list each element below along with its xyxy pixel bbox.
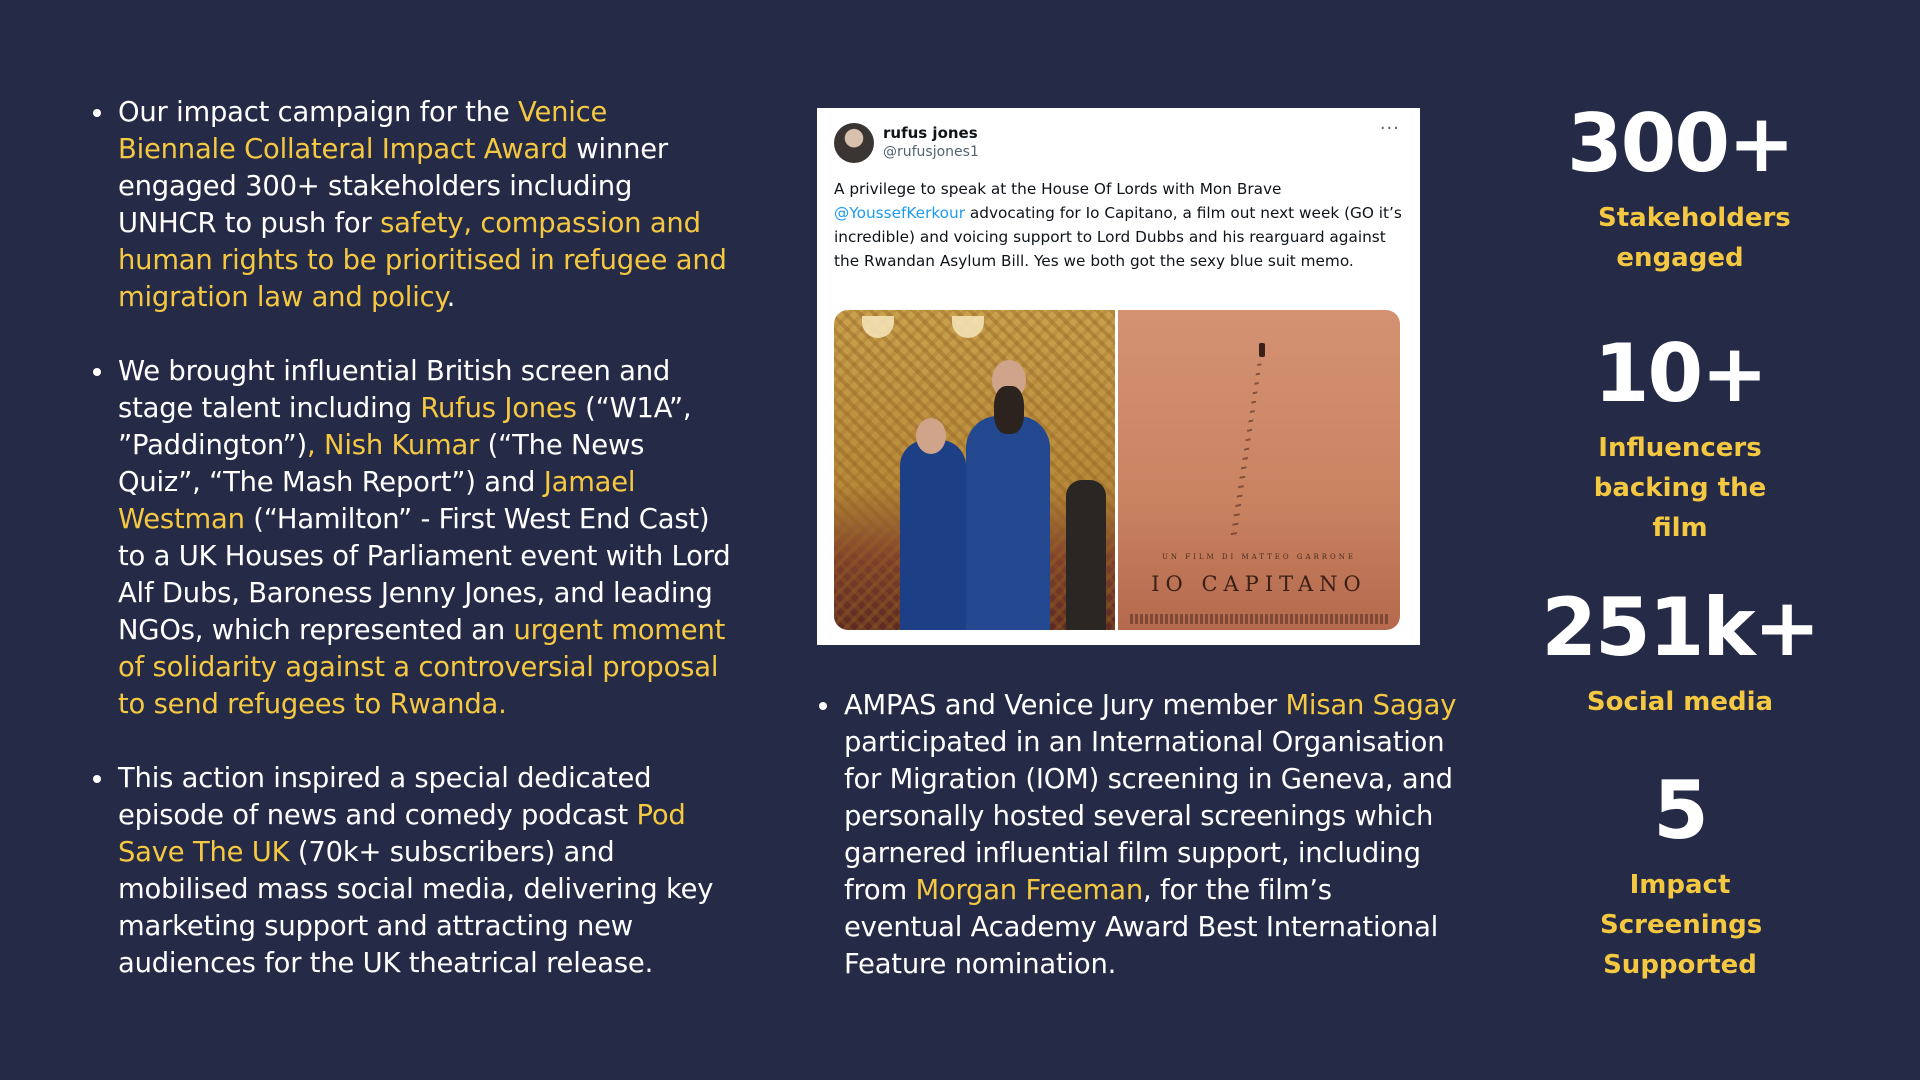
text-segment: , for the film’s eventual Academy Award Best International Feature nomination. [844,875,1439,980]
text-segment: This action inspired a special dedicated episode of news and comedy podcast [118,763,652,831]
bullet-parliament-event [91,353,731,723]
poster-credit: UN FILM DI MATTEO GARRONE [1161,553,1357,561]
bullet-screenings [817,687,1457,983]
text-segment: winner engaged 300+ stakeholders including UNHCR to push for [118,134,668,239]
middle-bullet-list [817,687,1457,983]
chandelier [952,316,984,338]
person-background [1066,480,1106,630]
text-segment: (“Hamilton” - First West End Cast) to a UK Houses of Parliament event with Lord Alf Dubs, Baroness Jenny Jones, and leading NGOs, which represented an [118,504,731,646]
tweet-author-handle[interactable]: @rufusjones1 [883,144,979,160]
avatar[interactable] [834,123,874,163]
chandelier [862,316,894,338]
highlight-jamael-westman: Jamael Westman [118,467,636,535]
stat-influencers [1540,328,1820,548]
highlight-nish-kumar: , Nish Kumar [307,430,480,461]
bullet-campaign [91,94,731,316]
text-segment: (“W1A”, ”Paddington”) [118,393,692,461]
more-options-icon[interactable]: ··· [1379,118,1400,139]
stat-value: 300+ [1566,97,1794,190]
highlight-award: Venice Biennale Collateral Impact Award [118,97,608,165]
poster-title: IO CAPITANO [1151,572,1367,596]
text-segment: participated in an International Organisation for Migration (IOM) screening in Geneva, and personally hosted several screenings which garnered influential film support, including from [844,727,1453,906]
text-segment: AMPAS and Venice Jury member [844,690,1286,721]
poster-footprints [1228,360,1268,540]
highlight-solidarity: urgent moment of solidarity against a controversial proposal to send refugees to Rwanda. [118,615,726,720]
bullet-podcast [91,760,731,982]
stat-social-media [1540,582,1820,722]
tweet-text-segment: advocating for Io Capitano, a film out next week (GO it’s incredible) and voicing support to Lord Dubbs and his rearguard against the Rwandan Asylum Bill. Yes we both got the sexy blue suit memo. [834,204,1402,270]
highlight-morgan-freeman: Morgan Freeman [915,875,1144,906]
stat-impact-screenings [1540,765,1820,985]
stat-value: 5 [1653,764,1707,857]
text-segment: Our impact campaign for the [118,97,519,128]
highlight-rufus-jones: Rufus Jones [420,393,577,424]
stat-label: Influencers backing the film [1593,433,1767,543]
stat-label: Social media [1586,687,1774,717]
poster-figure [1259,343,1265,357]
io-capitano-poster[interactable] [1118,310,1400,630]
text-segment: (70k+ subscribers) and mobilised mass social media, delivering key marketing support and attracting new audiences for the UK theatrical release. [118,837,714,979]
text-segment: (“The News Quiz”, “The Mash Report”) and [118,430,645,498]
highlight-pod-save-the-uk: Pod Save The UK [118,800,686,868]
tweet-text-segment: A privilege to speak at the House Of Lords with Mon Brave [834,180,1282,198]
house-of-lords-photo[interactable] [834,310,1115,630]
text-segment: . [446,282,456,313]
beard [994,386,1024,434]
highlight-human-rights: safety, compassion and human rights to be prioritised in refugee and migration law and policy [118,208,727,313]
stat-stakeholders [1540,98,1820,278]
poster-billing-block [1130,614,1388,624]
tweet-author-name[interactable]: rufus jones [883,124,978,142]
person-left [900,440,966,630]
tweet-card [817,108,1420,645]
tweet-mention-link[interactable]: @YoussefKerkour [834,204,966,222]
tweet-media[interactable] [834,310,1400,630]
person-left-head [916,418,946,454]
stat-value: 10+ [1593,327,1767,420]
left-bullet-list [91,94,731,1019]
person-right [966,416,1050,630]
stat-label: Stakeholders engaged [1598,203,1791,273]
tweet-text [834,177,1404,273]
text-segment: We brought influential British screen and stage talent including [118,356,671,424]
stat-label: Impact Screenings Supported [1600,870,1763,980]
highlight-misan-sagay: Misan Sagay [1285,690,1457,721]
stat-value: 251k+ [1541,581,1819,674]
